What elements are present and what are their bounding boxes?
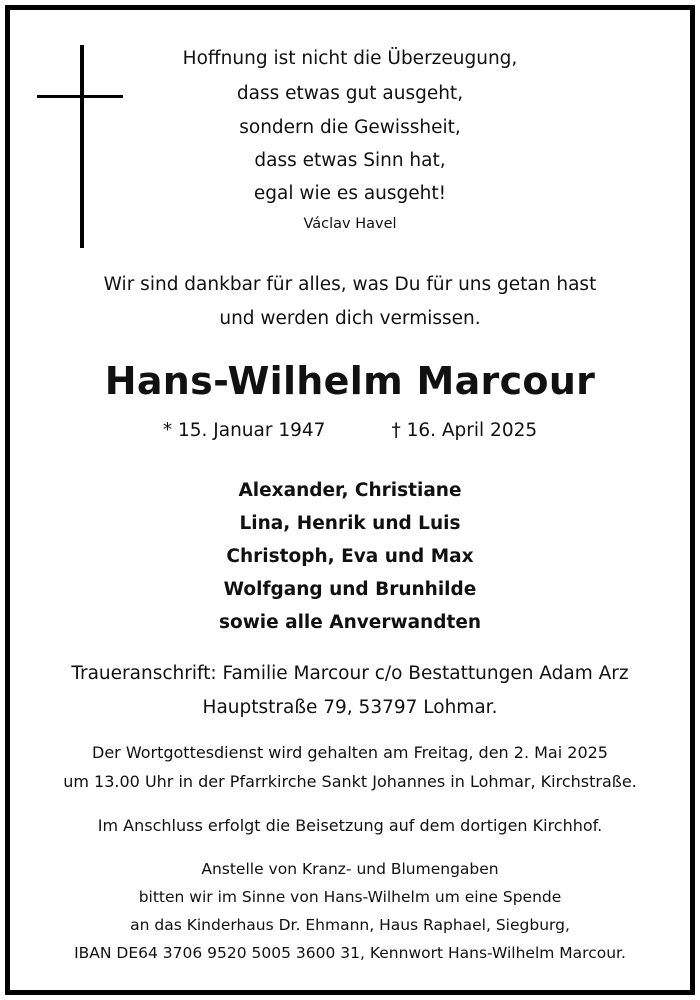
family-line: sowie alle Anverwandten <box>218 612 482 633</box>
donation-line: an das Kinderhaus Dr. Ehmann, Haus Raphael, Siegburg, <box>130 916 570 934</box>
donation-line: IBAN DE64 3706 9520 5005 3600 31, Kennwort Hans-Wilhelm Marcour. <box>74 944 626 962</box>
death-date: † 16. April 2025 <box>391 420 538 441</box>
family-line: Lina, Henrik und Luis <box>239 513 461 534</box>
donation-line: bitten wir im Sinne von Hans-Wilhelm um eine Spende <box>138 888 562 906</box>
quote-author: Václav Havel <box>303 216 397 232</box>
burial-line: Im Anschluss erfolgt die Beisetzung auf dem dortigen Kirchhof. <box>97 816 603 835</box>
deceased-name: Hans-Wilhelm Marcour <box>104 359 596 403</box>
life-dates <box>10 420 690 441</box>
address-line: Hauptstraße 79, 53797 Lohmar. <box>202 697 498 718</box>
family-line: Christoph, Eva und Max <box>226 546 474 567</box>
obituary-frame <box>5 5 695 995</box>
birth-date: * 15. Januar 1947 <box>162 420 326 441</box>
quote-line: sondern die Gewissheit, <box>239 117 461 138</box>
service-line: um 13.00 Uhr in der Pfarrkirche Sankt Johannes in Lohmar, Kirchstraße. <box>63 772 637 791</box>
quote-line: Hoffnung ist nicht die Überzeugung, <box>182 48 518 69</box>
service-line: Der Wortgottesdienst wird gehalten am Freitag, den 2. Mai 2025 <box>92 743 608 762</box>
quote-line: dass etwas Sinn hat, <box>254 150 446 171</box>
quote-line: dass etwas gut ausgeht, <box>236 83 464 104</box>
family-line: Alexander, Christiane <box>238 480 462 501</box>
address-line: Traueranschrift: Familie Marcour c/o Bestattungen Adam Arz <box>71 663 629 684</box>
gratitude-line: Wir sind dankbar für alles, was Du für uns getan hast <box>103 274 597 295</box>
quote-line: egal wie es ausgeht! <box>253 183 447 204</box>
gratitude-line: und werden dich vermissen. <box>219 308 481 329</box>
donation-line: Anstelle von Kranz- und Blumengaben <box>201 860 499 878</box>
family-line: Wolfgang und Brunhilde <box>223 579 477 600</box>
